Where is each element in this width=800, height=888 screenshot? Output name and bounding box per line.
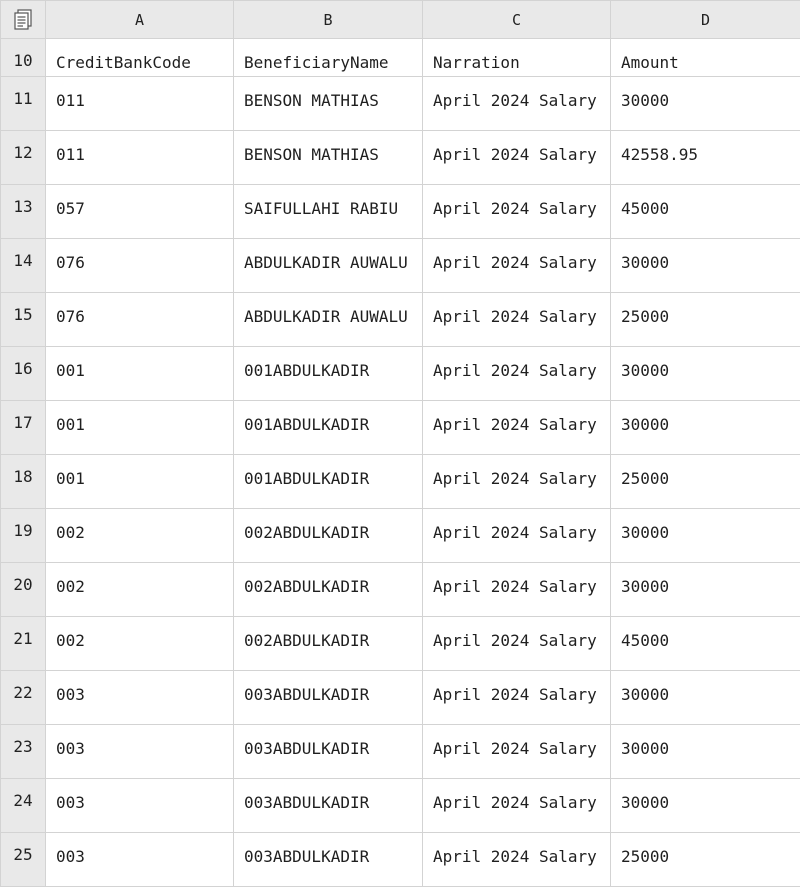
row-number[interactable]: 25 (1, 833, 46, 887)
cell-a[interactable]: 002 (46, 617, 234, 671)
cell-c[interactable]: April 2024 Salary (423, 293, 611, 347)
cell-b[interactable]: 002ABDULKADIR (234, 563, 423, 617)
cell-a[interactable]: 003 (46, 779, 234, 833)
cell-a[interactable]: 002 (46, 509, 234, 563)
table-row (1, 293, 800, 347)
cell-c[interactable]: April 2024 Salary (423, 563, 611, 617)
row-number[interactable]: 15 (1, 293, 46, 347)
cell-b[interactable]: BeneficiaryName (234, 39, 423, 77)
cell-c[interactable]: April 2024 Salary (423, 779, 611, 833)
cell-c[interactable]: April 2024 Salary (423, 833, 611, 887)
row-number[interactable]: 19 (1, 509, 46, 563)
cell-b[interactable]: BENSON MATHIAS (234, 77, 423, 131)
table-row (1, 347, 800, 401)
row-number[interactable]: 12 (1, 131, 46, 185)
row-number[interactable]: 20 (1, 563, 46, 617)
cell-c[interactable]: April 2024 Salary (423, 725, 611, 779)
cell-a[interactable]: 001 (46, 347, 234, 401)
row-number[interactable]: 14 (1, 239, 46, 293)
cell-b[interactable]: 002ABDULKADIR (234, 509, 423, 563)
table-row (1, 617, 800, 671)
row-number[interactable]: 11 (1, 77, 46, 131)
cell-c[interactable]: April 2024 Salary (423, 617, 611, 671)
cell-a[interactable]: 011 (46, 77, 234, 131)
table-row (1, 185, 800, 239)
cell-d[interactable]: 30000 (611, 509, 800, 563)
cell-c[interactable]: April 2024 Salary (423, 131, 611, 185)
cell-d[interactable]: 45000 (611, 185, 800, 239)
table-row (1, 509, 800, 563)
table-row (1, 563, 800, 617)
cell-d[interactable]: 25000 (611, 833, 800, 887)
table-row (1, 239, 800, 293)
cell-d[interactable]: 30000 (611, 671, 800, 725)
cell-d[interactable]: 25000 (611, 455, 800, 509)
row-number[interactable]: 23 (1, 725, 46, 779)
cell-a[interactable]: 011 (46, 131, 234, 185)
row-number[interactable]: 18 (1, 455, 46, 509)
cell-b[interactable]: 001ABDULKADIR (234, 401, 423, 455)
cell-c[interactable]: April 2024 Salary (423, 347, 611, 401)
cell-c[interactable]: April 2024 Salary (423, 239, 611, 293)
row-number[interactable]: 17 (1, 401, 46, 455)
table-row (1, 131, 800, 185)
cell-c[interactable]: April 2024 Salary (423, 455, 611, 509)
cell-d[interactable]: 30000 (611, 725, 800, 779)
cell-d[interactable]: 30000 (611, 239, 800, 293)
column-header-row (1, 1, 800, 39)
row-number[interactable]: 16 (1, 347, 46, 401)
cell-a[interactable]: 003 (46, 725, 234, 779)
select-all-corner[interactable] (1, 1, 46, 39)
table-row (1, 779, 800, 833)
cell-c[interactable]: April 2024 Salary (423, 77, 611, 131)
cell-b[interactable]: 001ABDULKADIR (234, 455, 423, 509)
column-header-b[interactable]: B (234, 1, 423, 39)
cell-a[interactable]: 057 (46, 185, 234, 239)
cell-a[interactable]: 003 (46, 671, 234, 725)
cell-c[interactable]: April 2024 Salary (423, 671, 611, 725)
cell-d[interactable]: 30000 (611, 563, 800, 617)
cell-a[interactable]: 001 (46, 401, 234, 455)
table-row (1, 725, 800, 779)
table-row (1, 671, 800, 725)
cell-b[interactable]: ABDULKADIR AUWALU (234, 239, 423, 293)
cell-a[interactable]: 002 (46, 563, 234, 617)
row-number[interactable]: 10 (1, 39, 46, 77)
table-row (1, 39, 800, 77)
cell-b[interactable]: 001ABDULKADIR (234, 347, 423, 401)
cell-a[interactable]: 001 (46, 455, 234, 509)
cell-d[interactable]: 25000 (611, 293, 800, 347)
cell-a[interactable]: CreditBankCode (46, 39, 234, 77)
column-header-c[interactable]: C (423, 1, 611, 39)
cell-c[interactable]: April 2024 Salary (423, 509, 611, 563)
cell-b[interactable]: ABDULKADIR AUWALU (234, 293, 423, 347)
row-number[interactable]: 22 (1, 671, 46, 725)
cell-b[interactable]: 002ABDULKADIR (234, 617, 423, 671)
cell-b[interactable]: 003ABDULKADIR (234, 671, 423, 725)
cell-d[interactable]: 45000 (611, 617, 800, 671)
table-row (1, 833, 800, 887)
cell-b[interactable]: SAIFULLAHI RABIU (234, 185, 423, 239)
spreadsheet-doc-icon (13, 9, 33, 31)
cell-b[interactable]: BENSON MATHIAS (234, 131, 423, 185)
table-row (1, 401, 800, 455)
cell-d[interactable]: Amount (611, 39, 800, 77)
cell-a[interactable]: 003 (46, 833, 234, 887)
cell-a[interactable]: 076 (46, 239, 234, 293)
row-number[interactable]: 13 (1, 185, 46, 239)
cell-c[interactable]: April 2024 Salary (423, 401, 611, 455)
cell-d[interactable]: 42558.95 (611, 131, 800, 185)
table-row (1, 77, 800, 131)
cell-d[interactable]: 30000 (611, 347, 800, 401)
cell-c[interactable]: April 2024 Salary (423, 185, 611, 239)
cell-d[interactable]: 30000 (611, 779, 800, 833)
cell-b[interactable]: 003ABDULKADIR (234, 725, 423, 779)
table-row (1, 455, 800, 509)
row-number[interactable]: 24 (1, 779, 46, 833)
cell-b[interactable]: 003ABDULKADIR (234, 779, 423, 833)
cell-a[interactable]: 076 (46, 293, 234, 347)
cell-c[interactable]: Narration (423, 39, 611, 77)
cell-d[interactable]: 30000 (611, 77, 800, 131)
column-header-d[interactable]: D (611, 1, 800, 39)
column-header-a[interactable]: A (46, 1, 234, 39)
cell-d[interactable]: 30000 (611, 401, 800, 455)
cell-b[interactable]: 003ABDULKADIR (234, 833, 423, 887)
row-number[interactable]: 21 (1, 617, 46, 671)
